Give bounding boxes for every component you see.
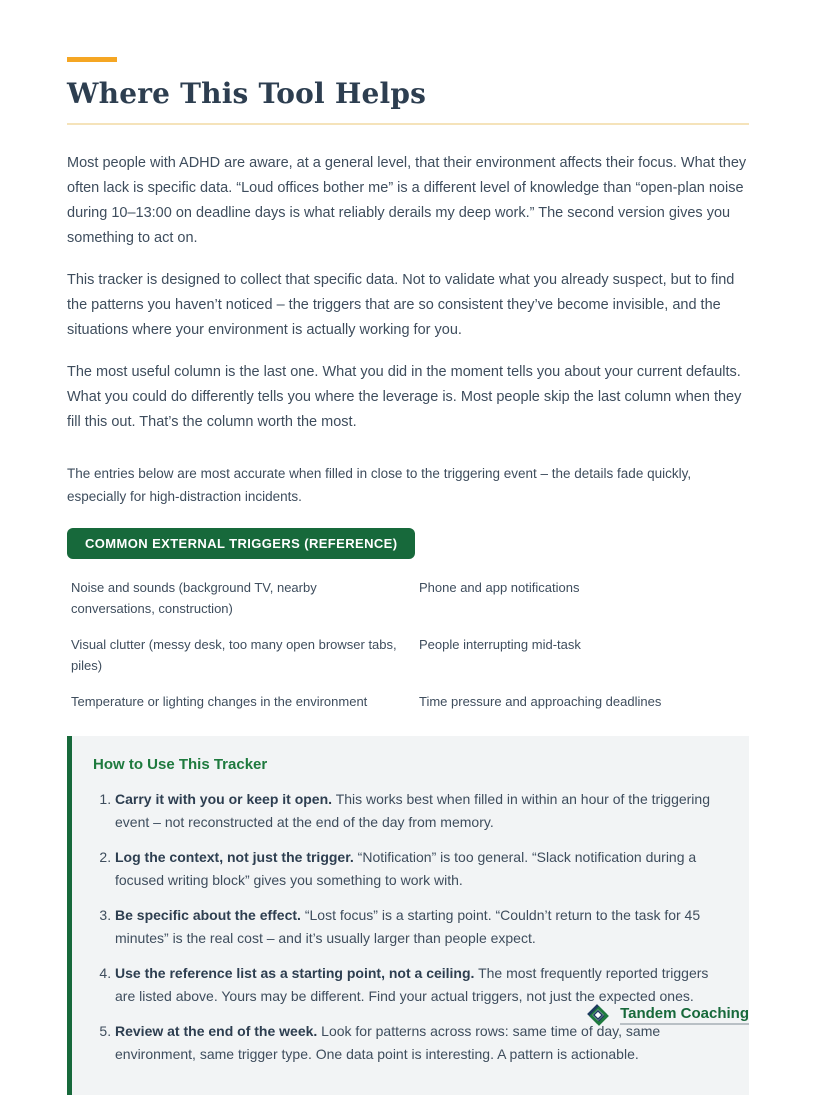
how-to-step <box>115 788 723 833</box>
page-header <box>67 77 749 125</box>
trigger-item: Noise and sounds (background TV, nearby conversations, construction) <box>71 580 317 616</box>
trigger-list <box>67 577 749 712</box>
how-to-callout <box>67 736 749 1095</box>
page-title: Where This Tool Helps <box>67 77 427 110</box>
trigger-item: People interrupting mid-task <box>419 637 581 652</box>
intro-paragraph: This tracker is designed to collect that specific data. Not to validate what you already suspect, but to find the patterns you haven’t noticed – the triggers that are so consistent they’ve become invisible, and the situations where your environment is actually working for you. <box>67 272 735 338</box>
note-paragraph: The entries below are most accurate when filled in close to the triggering event – the details fade quickly, especially for high-distraction incidents. <box>67 466 692 504</box>
step-text: “Notification” is too general. “Slack notification during a focused writing block” gives you something to work with. <box>115 849 697 888</box>
trigger-item: Visual clutter (messy desk, too many open browser tabs, piles) <box>71 637 397 673</box>
step-text: Look for patterns across rows: same time of day, same environment, same trigger type. One data point is interesting. A pattern is actionable. <box>115 1023 661 1062</box>
how-to-step <box>115 904 723 949</box>
how-to-step <box>115 846 723 891</box>
step-lead: Review at the end of the week. <box>115 1023 318 1039</box>
step-text: This works best when filled in within an hour of the triggering event – not reconstructed at the end of the day from memory. <box>115 791 710 830</box>
intro-paragraph: Most people with ADHD are aware, at a general level, that their environment affects their focus. What they often lack is specific data. “Loud offices bother me” is a different level of knowledge than “open-plan noise during 10–13:00 on deadline days is what reliably derails my deep work.” The second version gives you something to act on. <box>67 155 747 246</box>
diamond-logo-icon <box>584 1001 612 1029</box>
step-lead: Log the context, not just the trigger. <box>115 849 354 865</box>
trigger-item: Temperature or lighting changes in the environment <box>71 694 368 709</box>
step-lead: Be specific about the effect. <box>115 907 301 923</box>
step-text: “Lost focus” is a starting point. “Couldn’t return to the task for 45 minutes” is the real cost – and it’s usually larger than people expect. <box>115 907 701 946</box>
how-to-heading: How to Use This Tracker <box>93 756 268 773</box>
step-text: The most frequently reported triggers are listed above. Yours may be different. Find your actual triggers, not just the expected ones. <box>115 965 709 1004</box>
trigger-item: Time pressure and approaching deadlines <box>419 694 662 709</box>
step-lead: Carry it with you or keep it open. <box>115 791 333 807</box>
reference-badge: COMMON EXTERNAL TRIGGERS (REFERENCE) <box>67 528 415 559</box>
trigger-item: Phone and app notifications <box>419 580 580 595</box>
intro-paragraph: The most useful column is the last one. What you did in the moment tells you about your current defaults. What you could do differently tells you where the leverage is. Most people skip the last column when they fill this out. That’s the column worth the most. <box>67 364 742 430</box>
accent-bar <box>67 57 117 62</box>
footer-brand-text[interactable]: Tandem Coaching <box>620 1005 749 1025</box>
footer-brand-link[interactable] <box>584 1001 749 1029</box>
step-lead: Use the reference list as a starting point, not a ceiling. <box>115 965 475 981</box>
